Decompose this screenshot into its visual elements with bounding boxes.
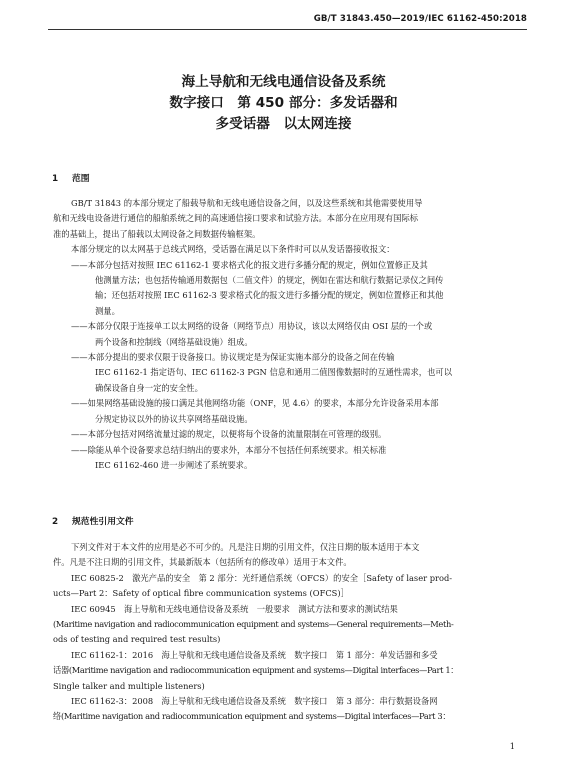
section-1-body — [53, 196, 513, 473]
list-item-line: 确保设备自身一定的安全性。 — [95, 382, 203, 393]
section-2-number: 2 — [52, 517, 59, 527]
reference-line: ods of testing and required test results) — [53, 634, 221, 645]
reference-line: 络(Maritime navigation and radiocommunication equipment and systems—Digital interfaces—Part 3： — [53, 711, 451, 722]
paragraph-line: 下列文件对于本文件的应用是必不可少的。凡是注日期的引用文件，仅注日期的版本适用于本文 — [71, 542, 420, 552]
list-item-line: 两个设备和控制线（网络基础设施）组成。 — [95, 336, 253, 347]
section-2-heading — [52, 514, 134, 527]
standard-number: GB/T 31843.450—2019/IEC 61162-450:2018 — [313, 14, 527, 24]
list-item-line: ——本部分提出的要求仅限于设备接口。协议规定是为保证实施本部分的设备之间在传输 — [71, 352, 395, 363]
title-line-2: 数字接口 第 450 部分：多发话器和 — [169, 95, 398, 111]
list-item-line: 他测量方法；也包括传输通用数据包（二值文件）的规定，例如在雷达和航行数据记录仪之间传 — [95, 275, 444, 286]
document-title — [0, 72, 567, 135]
list-item-line: 输；还包括对按照 IEC 61162-3 要求格式化的报文进行多播分配的规定，例如位置修正和其他 — [95, 290, 444, 301]
paragraph-line: 本部分规定的以太网基于总线式网络，受话器在满足以下条件时可以从发话器接收报文： — [71, 244, 395, 255]
list-item-line: 测量。 — [95, 305, 120, 316]
list-item-line: ——本部分仅限于连接单工以太网络的设备（网络节点）用协议，该以太网络仅由 OSI 层的一个或 — [71, 321, 433, 332]
section-2-body — [53, 540, 513, 725]
paragraph-line: 航和无线电设备进行通信的船舶系统之间的高速通信接口要求和试验方法。本部分在应用现有国际标 — [53, 213, 419, 224]
list-item-line: ——如果网络基础设施的接口满足其他网络功能（ONF，见 4.6）的要求，本部分允许设备采用本部 — [71, 398, 439, 409]
paragraph-line: GB/T 31843 的本部分规定了船载导航和无线电通信设备之间，以及这些系统和其他需要使用导 — [71, 198, 423, 208]
reference-line: 话器(Maritime navigation and radiocommunication equipment and systems—Digital interfaces—Part 1： — [53, 665, 459, 676]
reference-line: IEC 60825-2 激光产品的安全 第 2 部分：光纤通信系统（OFCS）的安全［Safety of laser prod- — [71, 572, 453, 583]
reference-line: Single talker and multiple listeners) — [53, 680, 205, 691]
list-item-line: ——本部分包括对按照 IEC 61162-1 要求格式化的报文进行多播分配的规定，例如位置修正及其 — [71, 259, 428, 270]
title-line-1: 海上导航和无线电通信设备及系统 — [181, 74, 386, 90]
list-item-line: IEC 61162-460 进一步阐述了系统要求。 — [95, 459, 253, 470]
paragraph-line: 准的基础上，提出了船载以太网设备之间数据传输框架。 — [53, 228, 261, 239]
reference-line: IEC 61162-1：2016 海上导航和无线电通信设备及系统 数字接口 第 1 部分：单发话器和多受 — [71, 649, 438, 660]
section-1-heading — [52, 171, 90, 184]
reference-line: (Maritime navigation and radiocommunication equipment and systems—General requirements—Meth- — [53, 619, 454, 630]
reference-line: ucts—Part 2：Safety of optical fibre communication systems (OFCS)］ — [53, 588, 349, 599]
page-number: 1 — [509, 741, 515, 751]
section-1-number: 1 — [52, 174, 59, 184]
section-1-title: 范围 — [72, 174, 90, 184]
section-2-title: 规范性引用文件 — [72, 517, 134, 527]
list-item-line: ——除能从单个设备要求总结归纳出的要求外，本部分不包括任何系统要求。相关标准 — [71, 444, 387, 455]
title-line-3: 多受话器 以太网连接 — [215, 116, 352, 132]
paragraph-line: 件。凡是不注日期的引用文件，其最新版本（包括所有的修改单）适用于本文件。 — [53, 557, 352, 568]
list-item-line: 分规定协议以外的协议共享网络基础设施。 — [95, 413, 253, 424]
list-item-line: IEC 61162-1 指定语句、IEC 61162-3 PGN 信息和通用二值图像数据时的互通性需求，也可以 — [95, 367, 452, 378]
header-rule — [48, 29, 527, 30]
list-item-line: ——本部分包括对网络流量过滤的规定，以便将每个设备的流量限制在可管理的级别。 — [71, 429, 387, 440]
reference-line: IEC 60945 海上导航和无线电通信设备及系统 一般要求 测试方法和要求的测试结果 — [71, 603, 398, 614]
reference-line: IEC 61162-3：2008 海上导航和无线电通信设备及系统 数字接口 第 3 部分：串行数据设备网 — [71, 696, 438, 707]
